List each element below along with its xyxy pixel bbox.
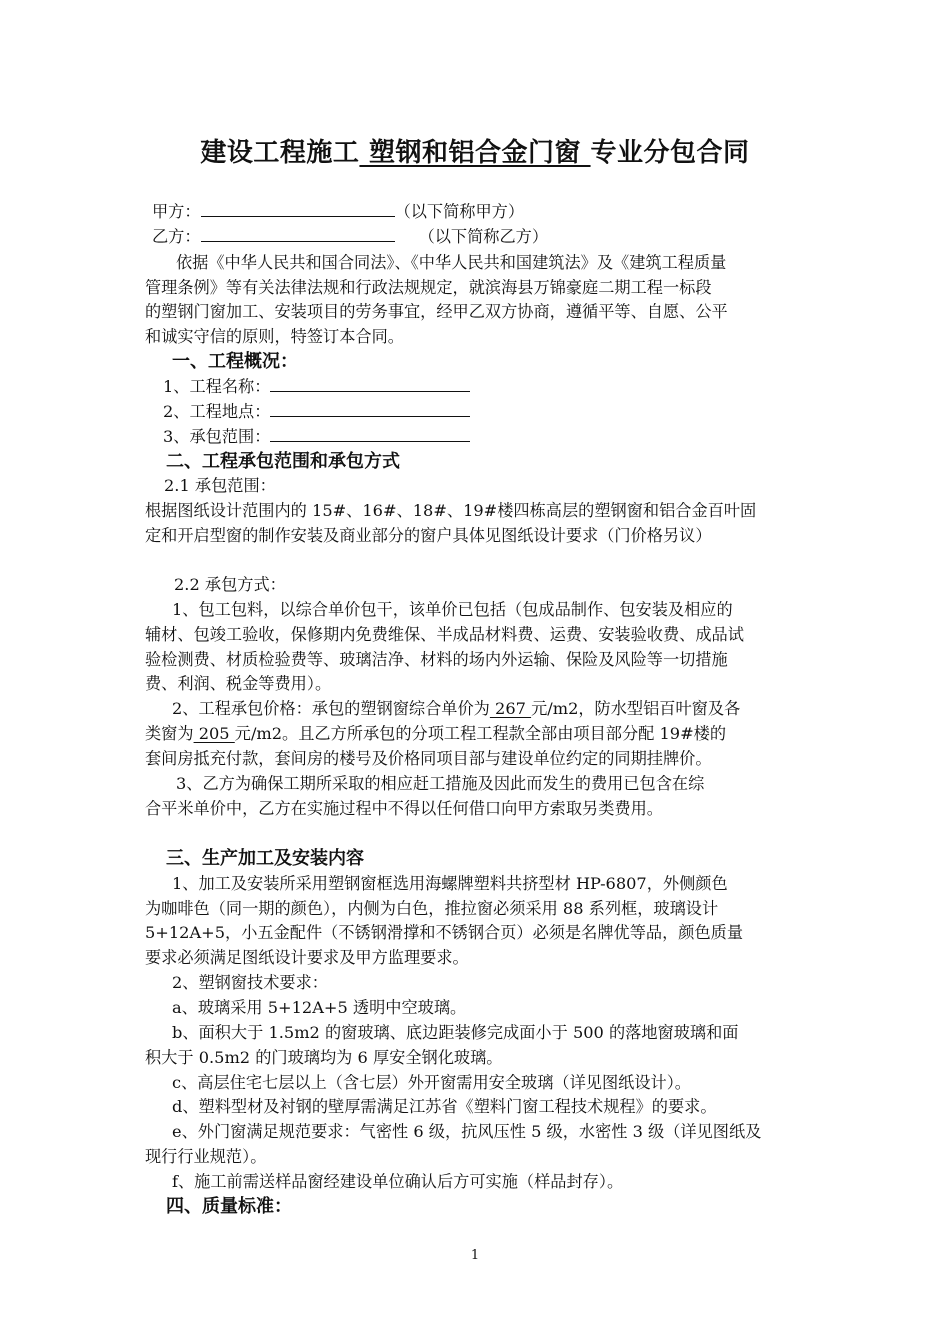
section-4-heading: 四、质量标准： <box>166 1196 292 1217</box>
s2-p3-line: 合平米单价中，乙方在实施过程中不得以任何借口向甲方索取另类费用。 <box>145 799 663 818</box>
section-1-heading: 一、工程概况： <box>172 351 298 372</box>
document-title <box>0 132 950 169</box>
s3-tech-label: 2、塑钢窗技术要求： <box>172 973 328 992</box>
party-a-blank <box>201 201 395 217</box>
intro-line: 的塑钢门窗加工、安装项目的劳务事宜，经甲乙双方协商，遵循平等、自愿、公平 <box>145 302 728 321</box>
s3-item-b: 积大于 0.5m2 的门玻璃均为 6 厚安全钢化玻璃。 <box>145 1048 503 1067</box>
party-b-line <box>152 225 822 249</box>
s3-p1-line: 1、加工及安装所采用塑钢窗框选用海螺牌塑料共挤型材 HP-6807，外侧颜色 <box>172 874 728 893</box>
title-part-1: 建设工程施工 <box>200 138 360 168</box>
louver-unit-price: 205 <box>193 724 235 743</box>
s1-item-blank <box>270 401 470 417</box>
s2-p1-line: 1、包工包料，以综合单价包干，该单价已包括（包成品制作、包安装及相应的 <box>172 600 733 619</box>
s3-item-c: c、高层住宅七层以上（含七层）外开窗需用安全玻璃（详见图纸设计）。 <box>172 1073 691 1092</box>
s1-item-location: 2、工程地点： <box>163 400 833 424</box>
s2-p1-line: 验检测费、材质检验费等、玻璃洁净、材料的场内外运输、保险及风险等一切措施 <box>145 650 728 669</box>
s1-item-blank <box>270 376 470 392</box>
s3-item-b: b、面积大于 1.5m2 的窗玻璃、底边距装修完成面小于 500 的落地窗玻璃和面 <box>172 1023 739 1042</box>
s2-p1-line: 费、利润、税金等费用）。 <box>145 674 332 693</box>
s2-scope-line: 根据图纸设计范围内的 15#、16#、18#、19#楼四栋高层的塑钢窗和铝合金百叶固 <box>145 501 757 520</box>
s2-p1-line: 辅材、包竣工验收，保修期内免费维保、半成品材料费、运费、安装验收费、成品试 <box>145 625 744 644</box>
s3-p1-line: 要求必须满足图纸设计要求及甲方监理要求。 <box>145 948 469 967</box>
s3-p1-line: 为咖啡色（同一期的颜色），内侧为白色，推拉窗必须采用 88 系列框，玻璃设计 <box>145 899 719 918</box>
s3-item-e: e、外门窗满足规范要求：气密性 6 级，抗风压性 5 级，水密性 3 级（详见图纸及 <box>172 1122 762 1141</box>
s2-p2-line: 套间房抵充付款，套间房的楼号及价格同项目部与建设单位约定的同期挂牌价。 <box>145 749 712 768</box>
party-b-blank <box>201 226 395 242</box>
s2-scope-line: 定和开启型窗的制作安装及商业部分的窗户具体见图纸设计要求（门价格另议） <box>145 526 712 545</box>
intro-line: 管理条例》等有关法律法规和行政法规规定，就滨海县万锦豪庭二期工程一标段 <box>145 278 712 297</box>
window-unit-price: 267 <box>489 699 532 718</box>
party-a-line <box>152 200 822 224</box>
s2-mode-label: 2.2 承包方式： <box>174 575 286 594</box>
page-number: 1 <box>470 1248 480 1263</box>
s2-scope-label: 2.1 承包范围： <box>164 476 276 495</box>
s2-p2-line: 类窗为 205 元/m2。且乙方所承包的分项工程工程款全部由项目部分配 19#楼的 <box>145 724 727 743</box>
s1-item-scope: 3、承包范围： <box>163 425 833 449</box>
intro-line: 依据《中华人民共和国合同法》、《中华人民共和国建筑法》及《建筑工程质量 <box>176 253 727 272</box>
s3-item-a: a、玻璃采用 5+12A+5 透明中空玻璃。 <box>172 998 467 1017</box>
party-b-note: （以下简称乙方） <box>418 227 549 246</box>
s1-item-blank <box>270 426 470 442</box>
s1-item-name: 1、工程名称： <box>163 375 833 399</box>
party-a-label: 甲方： <box>152 202 201 221</box>
s3-item-d: d、塑料型材及衬钢的壁厚需满足江苏省《塑料门窗工程技术规程》的要求。 <box>172 1097 717 1116</box>
intro-line: 和诚实守信的原则，特签订本合同。 <box>145 327 404 346</box>
section-2-heading: 二、工程承包范围和承包方式 <box>166 451 400 472</box>
section-3-heading: 三、生产加工及安装内容 <box>166 848 364 869</box>
title-part-2: 塑钢和铝合金门窗 <box>359 138 591 168</box>
s3-item-e: 现行行业规范）。 <box>145 1147 267 1166</box>
s2-p2-line: 2、工程承包价格：承包的塑钢窗综合单价为 267 元/m2，防水型铝百叶窗及各 <box>172 699 741 718</box>
s3-p1-line: 5+12A+5，小五金配件（不锈钢滑撑和不锈钢合页）必须是名牌优等品，颜色质量 <box>145 923 744 942</box>
s3-item-f: f、施工前需送样品窗经建设单位确认后方可实施（样品封存）。 <box>172 1172 624 1191</box>
s2-p3-line: 3、乙方为确保工期所采取的相应赶工措施及因此而发生的费用已包含在综 <box>176 774 705 793</box>
title-part-3: 专业分包合同 <box>590 138 750 168</box>
party-a-note: （以下简称甲方） <box>394 202 525 221</box>
party-b-label: 乙方： <box>152 227 201 246</box>
